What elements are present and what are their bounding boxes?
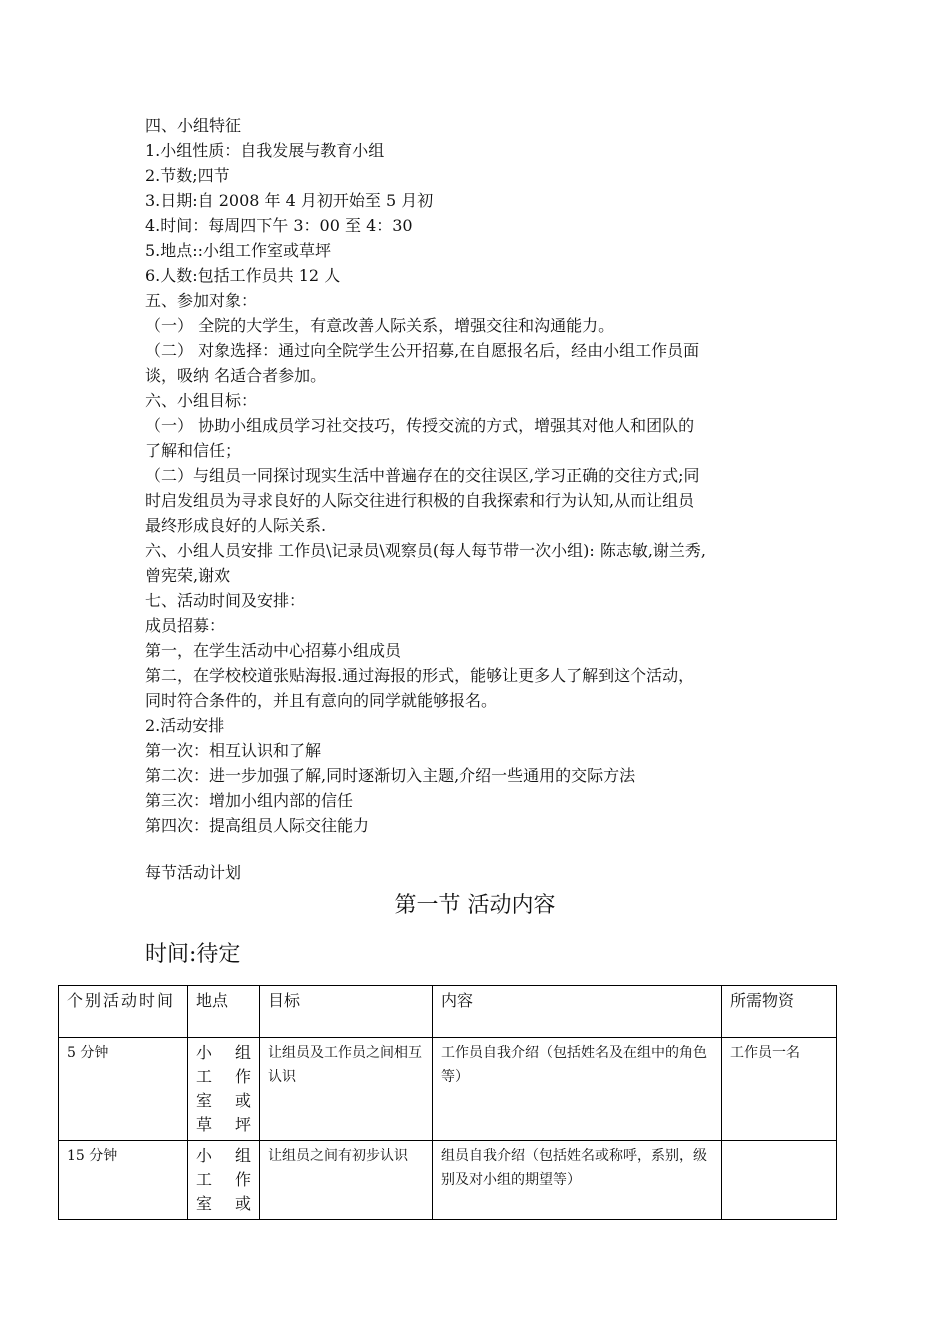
cell-location	[188, 1141, 260, 1220]
text-line: 同时符合条件的，并且有意向的同学就能够报名。	[145, 691, 498, 710]
text-line: 最终形成良好的人际关系.	[145, 516, 327, 535]
text-line: （一） 全院的大学生，有意改善人际关系，增强交往和沟通能力。	[145, 316, 615, 335]
text-line: 6.人数:包括工作员共 12 人	[145, 266, 341, 285]
cell-materials	[722, 1141, 837, 1220]
text-line: 成员招募：	[145, 616, 226, 635]
time-label: 时间:待定	[145, 942, 241, 967]
text-line: 第二次：进一步加强了解,同时逐渐切入主题,介绍一些通用的交际方法	[145, 766, 636, 785]
text-line: 第一次：相互认识和了解	[145, 741, 322, 760]
text-line: 七、活动时间及安排：	[145, 591, 306, 610]
text-line: 2.活动安排	[145, 716, 225, 735]
body-text	[145, 113, 815, 838]
text-line: 3.日期:自 2008 年 4 月初开始至 5 月初	[145, 191, 434, 210]
text-line: 六、小组目标：	[145, 391, 258, 410]
text-line: 5.地点::小组工作室或草坪	[145, 241, 332, 260]
table-header-row	[59, 986, 837, 1038]
cell-content: 工作员自我介绍（包括姓名及在组中的角色等）	[433, 1038, 722, 1141]
text-line: 四、小组特征	[145, 116, 242, 135]
text-line: 谈，吸纳 名适合者参加。	[145, 366, 327, 385]
text-line: 曾宪荣,谢欢	[145, 566, 231, 585]
cell-location-text: 小 组 工 作 室 或	[196, 1146, 251, 1213]
header-content: 内容	[433, 986, 722, 1038]
table-row	[59, 1038, 837, 1141]
header-time: 个别活动时间	[59, 986, 188, 1038]
cell-goal: 让组员及工作员之间相互认识	[260, 1038, 433, 1141]
text-line: 2.节数;四节	[145, 166, 230, 185]
cell-time: 15 分钟	[59, 1141, 188, 1220]
activity-table	[58, 985, 837, 1220]
text-line: 六、小组人员安排 工作员\记录员\观察员(每人每节带一次小组): 陈志敏,谢兰秀,	[145, 541, 707, 560]
text-line: 时启发组员为寻求良好的人际交往进行积极的自我探索和行为认知,从而让组员	[145, 491, 695, 510]
text-line: 4.时间：每周四下午 3：00 至 4：30	[145, 216, 413, 235]
header-goal: 目标	[260, 986, 433, 1038]
plan-title: 每节活动计划	[145, 863, 242, 882]
section-title: 第一节 活动内容	[394, 893, 556, 918]
text-line: 五、参加对象：	[145, 291, 258, 310]
table-row	[59, 1141, 837, 1220]
header-location: 地点	[188, 986, 260, 1038]
text-line: （二） 对象选择：通过向全院学生公开招募,在自愿报名后，经由小组工作员面	[145, 341, 700, 360]
cell-time: 5 分钟	[59, 1038, 188, 1141]
text-line: 第四次：提高组员人际交往能力	[145, 816, 370, 835]
cell-materials: 工作员一名	[722, 1038, 837, 1141]
text-line: 第一，在学生活动中心招募小组成员	[145, 641, 402, 660]
text-line: （二）与组员一同探讨现实生活中普遍存在的交往误区,学习正确的交往方式;同	[145, 466, 700, 485]
text-line: 了解和信任；	[145, 441, 242, 460]
header-materials: 所需物资	[722, 986, 837, 1038]
cell-goal: 让组员之间有初步认识	[260, 1141, 433, 1220]
cell-location	[188, 1038, 260, 1141]
text-line: 第三次：增加小组内部的信任	[145, 791, 354, 810]
text-line: （一） 协助小组成员学习社交技巧，传授交流的方式，增强其对他人和团队的	[145, 416, 695, 435]
cell-content: 组员自我介绍（包括姓名或称呼，系别，级别及对小组的期望等）	[433, 1141, 722, 1220]
text-line: 第二，在学校校道张贴海报.通过海报的形式，能够让更多人了解到这个活动，	[145, 666, 695, 685]
cell-location-text: 小 组 工 作 室 或 草 坪	[196, 1043, 251, 1134]
text-line: 1.小组性质：自我发展与教育小组	[145, 141, 385, 160]
